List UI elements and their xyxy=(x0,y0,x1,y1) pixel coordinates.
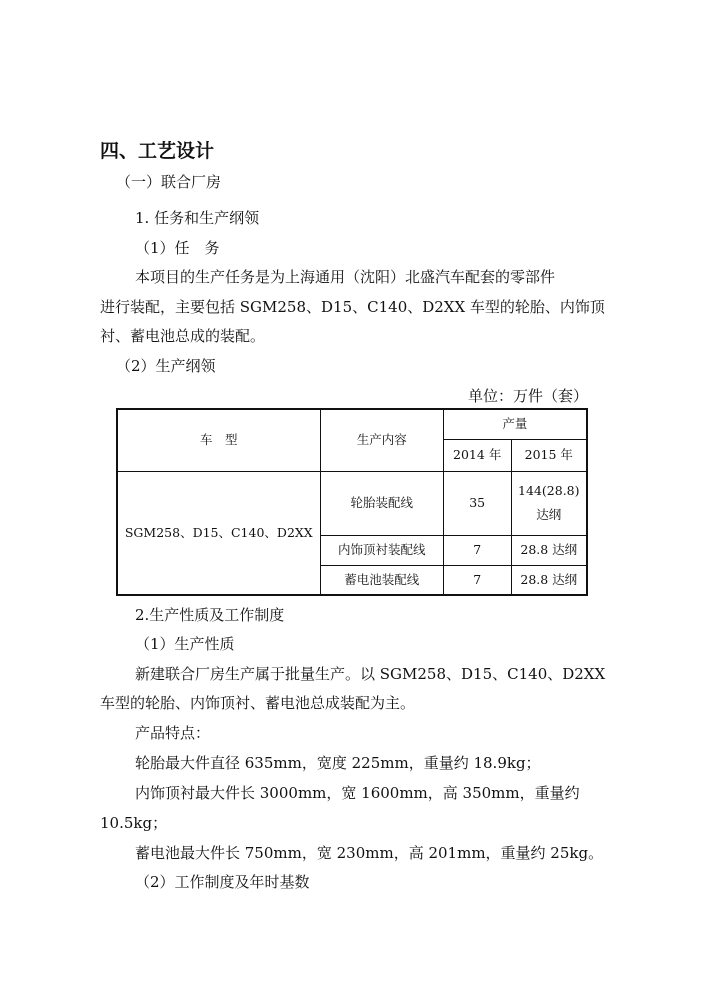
value-2014-cell: 35 xyxy=(443,471,511,535)
header-output: 产量 xyxy=(443,409,587,439)
content-cell: 内饰顶衬装配线 xyxy=(320,535,443,565)
value-2015-line: 144(28.8) xyxy=(518,483,580,498)
subheading-nature: 2.生产性质及工作制度 xyxy=(135,606,285,624)
production-table xyxy=(116,408,588,596)
paragraph-line: 衬、蓄电池总成的装配。 xyxy=(100,327,266,345)
header-content: 生产内容 xyxy=(320,409,443,471)
paragraph-line: 新建联合厂房生产属于批量生产。以 SGM258、D15、C140、D2XX xyxy=(135,665,606,683)
value-2014-cell: 7 xyxy=(443,565,511,595)
content-cell: 蓄电池装配线 xyxy=(320,565,443,595)
unit-label: 单位：万件（套） xyxy=(468,387,589,405)
item-program: （2）生产纲领 xyxy=(116,357,216,375)
paragraph-line: 本项目的生产任务是为上海通用（沈阳）北盛汽车配套的零部件 xyxy=(135,268,556,286)
subheading-tasks: 1. 任务和生产纲领 xyxy=(135,209,260,227)
value-2015-cell: 28.8 达纲 xyxy=(511,535,587,565)
value-2015-line: 达纲 xyxy=(536,507,562,522)
feature-tire: 轮胎最大件直径 635mm，宽度 225mm，重量约 18.9kg； xyxy=(135,754,541,772)
item-task: （1）任 务 xyxy=(135,239,220,257)
header-2015: 2015 年 xyxy=(511,439,587,471)
subsection-title: （一）联合厂房 xyxy=(116,173,222,191)
feature-headliner: 内饰顶衬最大件长 3000mm，宽 1600mm，高 350mm，重量约 xyxy=(135,784,580,802)
paragraph-line: 进行装配，主要包括 SGM258、D15、C140、D2XX 车型的轮胎、内饰顶 xyxy=(100,298,605,316)
header-model: 车 型 xyxy=(117,409,320,471)
value-2014-cell: 7 xyxy=(443,535,511,565)
content-cell: 轮胎装配线 xyxy=(320,471,443,535)
value-2015-cell: 28.8 达纲 xyxy=(511,565,587,595)
feature-battery: 蓄电池最大件长 750mm，宽 230mm，高 201mm，重量约 25kg。 xyxy=(135,844,604,862)
item-nature: （1）生产性质 xyxy=(135,635,235,653)
paragraph-line: 车型的轮胎、内饰顶衬、蓄电池总成装配为主。 xyxy=(100,694,416,712)
features-title: 产品特点： xyxy=(135,724,211,742)
model-cell: SGM258、D15、C140、D2XX xyxy=(117,471,320,595)
section-heading: 四、工艺设计 xyxy=(100,140,215,162)
feature-headliner-cont: 10.5kg； xyxy=(100,814,168,832)
item-work-system: （2）工作制度及年时基数 xyxy=(135,873,310,891)
header-2014: 2014 年 xyxy=(443,439,511,471)
value-2015-cell xyxy=(511,471,587,535)
